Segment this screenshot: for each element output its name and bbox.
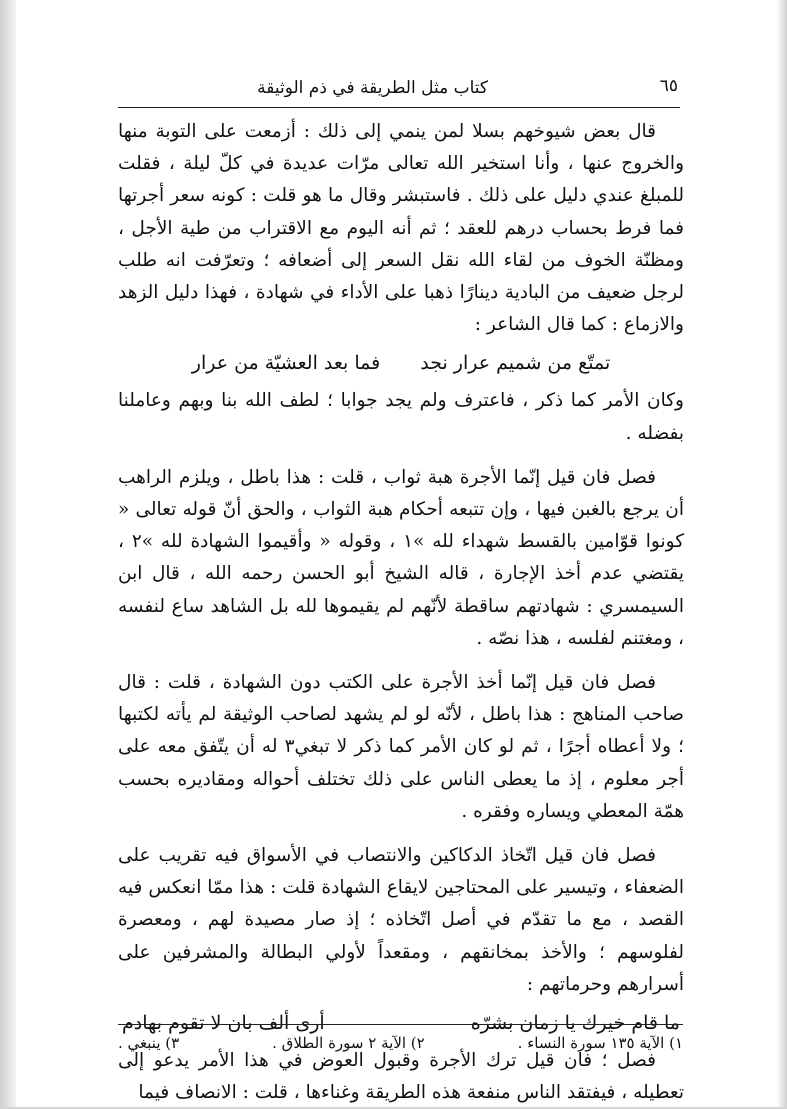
paragraph-1: قال بعض شيوخهم بسلا لمن ينمي إلى ذلك : أزمعت على التوبة منها والخروج عنها ، وأنا استخير الله تعالى مرّات عديدة في كلّ ليلة ، فقلت للمبلغ عندي دليل على ذلك . فاستبشر وقال ما هو قلت : كونه سعر أجرتها فما فرط بحساب درهم للعقد ؛ ثم أنه اليوم مع الاقتراب من طية الأجل ، ومظنّة الخوف من لقاء الله نقل السعر إلى أضعافه ؛ وتعرّفت انه طلب لرجل ضعيف من البادية دينارًا ذهبا على الأداء في شهادة ، فهذا دليل الزهد والازماع : كما قال الشاعر : <box>118 121 684 336</box>
footnote-2: ٢) الآية ٢ سورة الطلاق . <box>272 1034 425 1052</box>
verse-1-second-hemistich: فما بعد العشيّة من عرار <box>191 352 381 375</box>
paragraph-6: فصل ؛ فان قيل ترك الأجرة وقبول العوض في هذا الأمر يدعو إلى تعطيله ، فيفتقد الناس منفعة هذه الطريقة وغناءها ، قلت : الانصاف فيما <box>118 1050 684 1104</box>
paragraph-3: فصل فان قيل إنّما الأجرة هبة ثواب ، قلت : هذا باطل ، ويلزم الراهب أن يرجع بالغبن فيها ، وإن تتبعه أحكام هبة الثواب ، والحق أنّ قوله تعالى « كونوا قوّامين بالقسط شهداء لله »١ ، وقوله « وأقيموا الشهادة لله »٢ ، يقتضي عدم أخذ الإجارة ، قاله الشيخ أبو الحسن رحمه الله ، قال ابن السيمسري : شهادتهم ساقطة لأنّهم لم يقيموها لله بل الشاهد ساع لنفسه ، ومغتنم لفلسه ، هذا نصّه . <box>118 466 685 649</box>
page-edge-shadow-left <box>0 0 16 1107</box>
book-title: كتاب مثل الطريقة في ذم الوثيقة <box>257 78 488 98</box>
body-text <box>118 116 684 1109</box>
verse-2-second-hemistich: أرى ألف بان لا تقوم بهادم <box>122 1012 325 1035</box>
footnote-3: ٣) ينبغي . <box>118 1034 180 1052</box>
footnote-rule <box>118 1024 683 1025</box>
header-rule <box>118 107 680 108</box>
page-edge-shadow-right <box>777 0 787 1107</box>
footnotes <box>118 1028 683 1058</box>
paragraph-5: فصل فان قيل اتّخاذ الدكاكين والانتصاب في الأسواق فيه تقريب على الضعفاء ، وتيسير على المحتاجين لايقاع الشهادة قلت : هذا ممّا انعكس فيه القصد ، مع ما تقدّم في أصل اتّخاذه ؛ إذ صار مصيدة لهم ، ومعصرة لفلوسهم ؛ والأخذ بمخانقهم ، ومقعداً لأولي البطالة والمشرفين على أسرارهم وحرماتهم : <box>118 845 684 995</box>
running-header <box>118 74 678 104</box>
paragraph-2: وكان الأمر كما ذكر ، فاعترف ولم يجد جوابا ؛ لطف الله بنا وبهم وعاملنا بفضله . <box>118 390 684 444</box>
verse-1-first-hemistich: تمتّع من شميم عرار نجد <box>420 352 611 375</box>
verse-1 <box>118 345 684 381</box>
page-number: ٦٥ <box>659 76 678 96</box>
footnote-1: ١) الآية ١٣٥ سورة النساء . <box>517 1034 683 1052</box>
paragraph-4: فصل فان قيل إنّما أخذ الأجرة على الكتب دون الشهادة ، قلت : قال صاحب المناهج : هذا باطل ، لأنّه لو لم يشهد لصاحب الوثيقة لم يأته لكتبها ؛ ولا أعطاه أجرًا ، ثم لو كان الأمر كما ذكر لا تبغي٣ له أن يتّفق معه على أجر معلوم ، إذ ما يعطى الناس على ذلك تختلف أحواله ومقاديره بحسب همّة المعطي ويساره وفقره . <box>118 672 684 822</box>
verse-2-first-hemistich: ما قام خيرك يا زمان بشرّه <box>470 1012 680 1035</box>
